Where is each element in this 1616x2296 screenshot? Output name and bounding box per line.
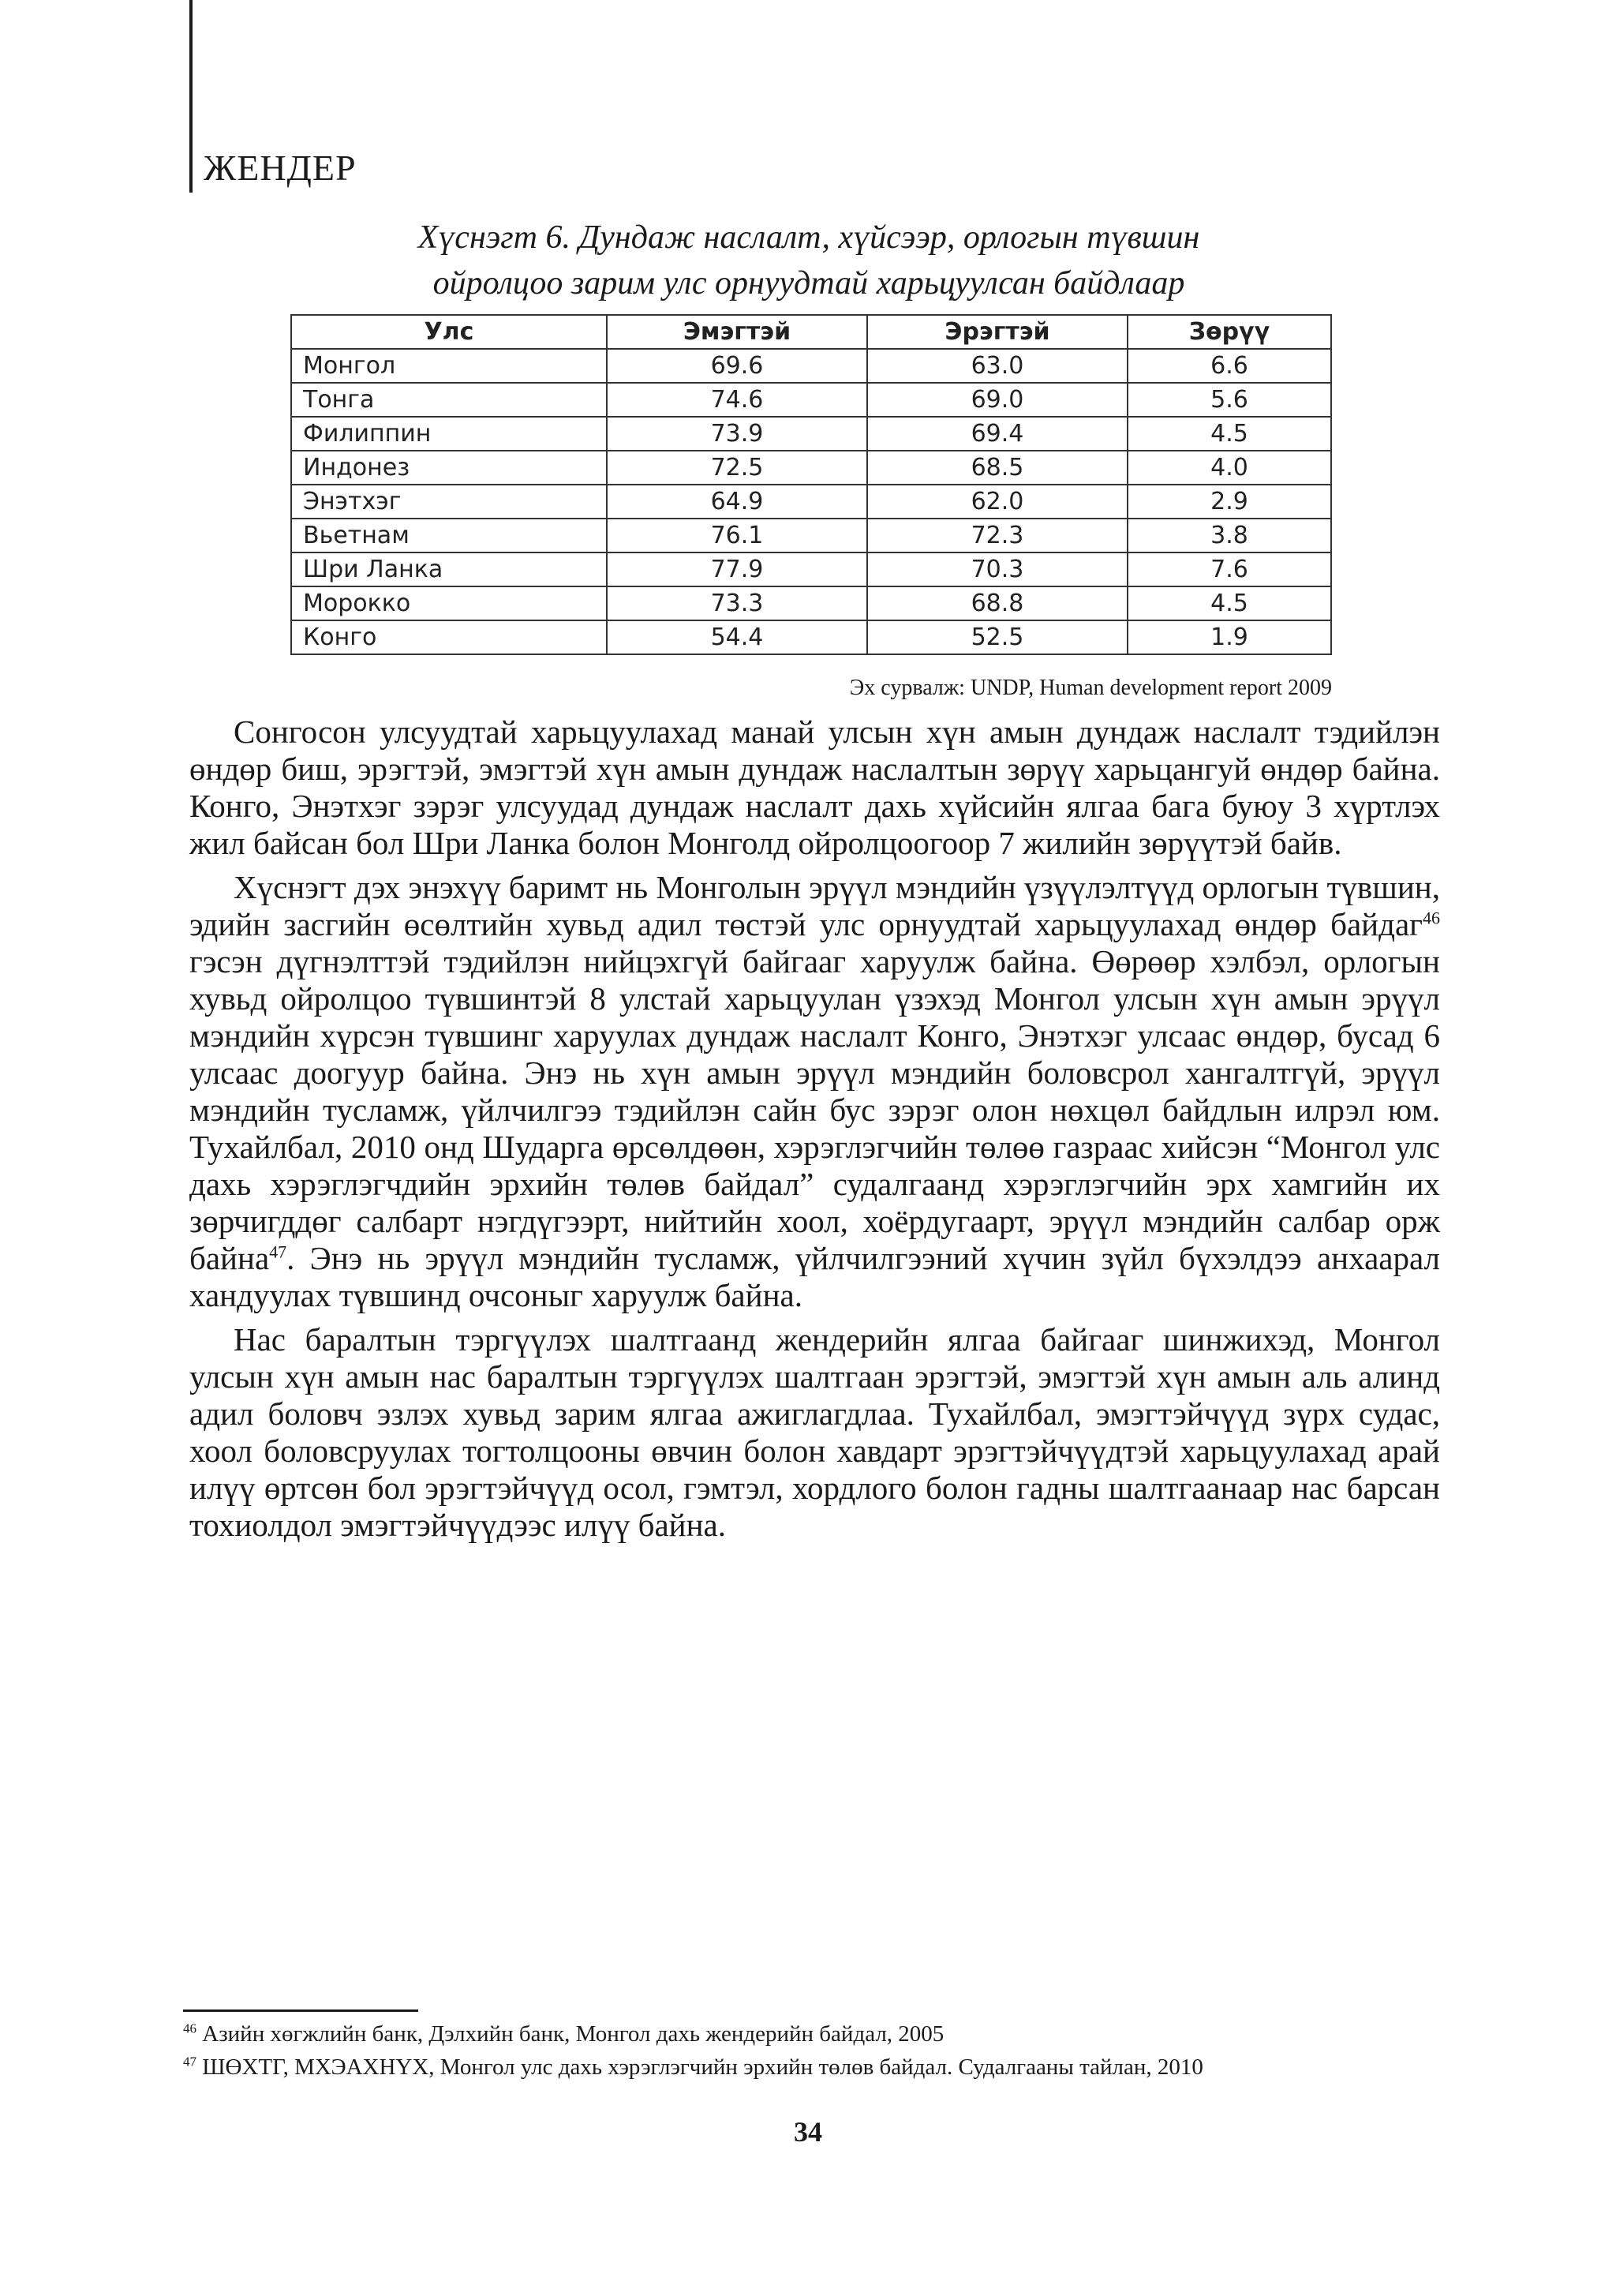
cell-difference: 3.8 <box>1128 519 1331 552</box>
paragraph-text: Хүснэгт дэх энэхүү баримт нь Монголын эрүүл мэндийн үзүүлэлтүүд орлогын түвшин, эдийн засгийн өсөлтийн хувьд адил төстэй улс орнуудтай харьцуулахад өндөр байдаг <box>189 869 1440 942</box>
cell-female: 76.1 <box>607 519 867 552</box>
table-row <box>291 383 1331 417</box>
cell-male: 72.3 <box>867 519 1128 552</box>
column-header-female: Эмэгтэй <box>607 315 867 349</box>
table-caption <box>284 215 1334 306</box>
cell-male: 63.0 <box>867 349 1128 383</box>
paragraph <box>189 869 1440 1314</box>
cell-country: Тонга <box>291 383 607 417</box>
cell-female: 69.6 <box>607 349 867 383</box>
paragraph-text: гэсэн дүгнэлттэй тэдийлэн нийцэхгүй байгааг харуулж байна. Өөрөөр хэлбэл, орлогын хувьд ойролцоо түвшинтэй 8 улстай харьцуулан үзэхэд Монгол улсын хүн амын эрүүл мэндийн хүрсэн түвшинг харуулах дундаж наслалт Конго, Энэтхэг улсаас өндөр, бусад 6 улсаас доогуур байна. Энэ нь хүн амын эрүүл мэндийн боловсрол хангалтгүй, эрүүл мэндийн тусламж, үйлчилгээ тэдийлэн сайн бус зэрэг олон нөхцөл байдлын илрэл юм. Тухайлбал, 2010 онд Шударга өрсөлдөөн, хэрэглэгчийн төлөө газраас хийсэн “Монгол улс дахь хэрэглэгчдийн эрхийн төлөв байдал” судалгаанд хэрэглэгчийн эрх хамгийн их зөрчигддөг салбарт нэгдүгээрт, нийтийн хоол, хоёрдугаарт, эрүүл мэндийн салбар орж байна <box>189 943 1440 1276</box>
cell-female: 54.4 <box>607 620 867 654</box>
cell-difference: 1.9 <box>1128 620 1331 654</box>
footnote-text: Азийн хөгжлийн банк, Дэлхийн банк, Монгол дахь жендерийн байдал, 2005 <box>196 2021 945 2047</box>
life-expectancy-table <box>290 314 1332 655</box>
cell-difference: 4.5 <box>1128 417 1331 451</box>
footnotes <box>183 2017 1446 2084</box>
cell-female: 73.3 <box>607 586 867 620</box>
table-row <box>291 519 1331 552</box>
footnote-reference-47[interactable]: 47 <box>269 1242 287 1262</box>
table-row <box>291 417 1331 451</box>
footnote-number: 46 <box>183 2021 196 2036</box>
cell-male: 69.0 <box>867 383 1128 417</box>
cell-female: 74.6 <box>607 383 867 417</box>
cell-male: 68.8 <box>867 586 1128 620</box>
cell-country: Вьетнам <box>291 519 607 552</box>
footnote-item <box>183 2051 1446 2084</box>
table-source: Эх сурвалж: UNDP, Human development report 2009 <box>849 676 1332 700</box>
column-header-country: Улс <box>291 315 607 349</box>
cell-female: 72.5 <box>607 451 867 485</box>
cell-male: 69.4 <box>867 417 1128 451</box>
cell-difference: 4.0 <box>1128 451 1331 485</box>
cell-male: 70.3 <box>867 552 1128 586</box>
cell-country: Энэтхэг <box>291 485 607 519</box>
cell-country: Индонез <box>291 451 607 485</box>
table-row <box>291 586 1331 620</box>
footnote-text: ШӨХТГ, МХЭАХНҮХ, Монгол улс дахь хэрэглэгчийн эрхийн төлөв байдал. Судалгааны тайлан, 2010 <box>196 2054 1203 2080</box>
footnote-reference-46[interactable]: 46 <box>1423 908 1440 928</box>
column-header-male: Эрэгтэй <box>867 315 1128 349</box>
paragraph: Сонгосон улсуудтай харьцуулахад манай улсын хүн амын дундаж наслалт тэдийлэн өндөр биш, эрэгтэй, эмэгтэй хүн амын дундаж наслалтын зөрүү харьцангуй өндөр байна. Конго, Энэтхэг зэрэг улсуудад дундаж наслалт дахь хүйсийн ялгаа бага буюу 3 хүртлэх жил байсан бол Шри Ланка болон Монголд ойролцоогоор 7 жилийн зөрүүтэй байв. <box>189 714 1440 861</box>
cell-country: Морокко <box>291 586 607 620</box>
cell-difference: 6.6 <box>1128 349 1331 383</box>
cell-country: Конго <box>291 620 607 654</box>
cell-difference: 2.9 <box>1128 485 1331 519</box>
header-rule <box>189 0 193 193</box>
section-title: ЖЕНДЕР <box>204 148 357 188</box>
cell-male: 52.5 <box>867 620 1128 654</box>
cell-country: Монгол <box>291 349 607 383</box>
cell-female: 77.9 <box>607 552 867 586</box>
footnote-divider <box>183 2009 418 2012</box>
caption-line-1: Хүснэгт 6. Дундаж наслалт, хүйсээр, орлогын түвшин <box>417 219 1200 256</box>
table-row <box>291 485 1331 519</box>
table-row <box>291 620 1331 654</box>
table-row <box>291 349 1331 383</box>
cell-difference: 5.6 <box>1128 383 1331 417</box>
table-row <box>291 451 1331 485</box>
paragraph-text: . Энэ нь эрүүл мэндийн тусламж, үйлчилгээний хүчин зүйл бүхэлдээ анхаарал хандуулах түвшинд очсоныг харуулж байна. <box>189 1240 1440 1313</box>
cell-female: 73.9 <box>607 417 867 451</box>
column-header-difference: Зөрүү <box>1128 315 1331 349</box>
caption-line-2: ойролцоо зарим улс орнуудтай харьцуулсан байдлаар <box>432 265 1185 302</box>
footnote-item <box>183 2017 1446 2051</box>
page-number: 34 <box>794 2116 822 2148</box>
body-text <box>189 714 1440 1551</box>
cell-country: Шри Ланка <box>291 552 607 586</box>
footnote-number: 47 <box>183 2054 196 2069</box>
cell-female: 64.9 <box>607 485 867 519</box>
paragraph: Нас баралтын тэргүүлэх шалтгаанд жендерийн ялгаа байгааг шинжихэд, Монгол улсын хүн амын нас баралтын тэргүүлэх шалтгаан эрэгтэй, эмэгтэй хүн амын аль алинд адил боловч эзлэх хувьд зарим ялгаа ажиглагдлаа. Тухайлбал, эмэгтэйчүүд зүрх судас, хоол боловсруулах тогтолцооны өвчин болон хавдарт эрэгтэйчүүдтэй харьцуулахад арай илүү өртсөн бол эрэгтэйчүүд осол, гэмтэл, хордлого болон гадны шалтгаанаар нас барсан тохиолдол эмэгтэйчүүдээс илүү байна. <box>189 1321 1440 1543</box>
table-row <box>291 552 1331 586</box>
table-header-row <box>291 315 1331 349</box>
cell-difference: 4.5 <box>1128 586 1331 620</box>
cell-difference: 7.6 <box>1128 552 1331 586</box>
cell-male: 68.5 <box>867 451 1128 485</box>
cell-male: 62.0 <box>867 485 1128 519</box>
cell-country: Филиппин <box>291 417 607 451</box>
